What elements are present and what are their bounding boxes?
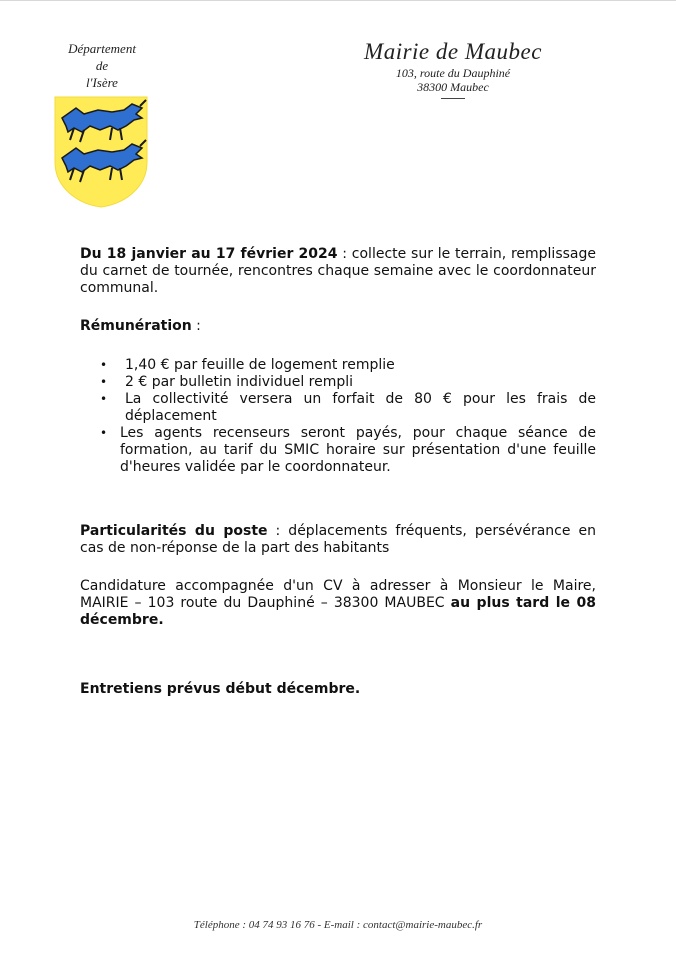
remuneration-list bbox=[80, 357, 596, 476]
entretiens-paragraph bbox=[80, 681, 596, 698]
top-border bbox=[0, 0, 676, 1]
dates-paragraph bbox=[80, 246, 596, 297]
mairie-header bbox=[340, 38, 566, 99]
address-line-1: 103, route du Dauphiné bbox=[395, 66, 511, 80]
list-item: • 1,40 € par feuille de logement remplie bbox=[80, 357, 596, 374]
coat-of-arms-logo bbox=[54, 96, 148, 208]
candidature-text: Candidature accompagnée d'un CV à adresser à Monsieur le Maire, MAIRIE – 103 route du Dauphiné – 38300 MAUBEC bbox=[80, 578, 596, 611]
candidature-paragraph bbox=[80, 578, 596, 629]
list-item: • Les agents recenseurs seront payés, pour chaque séance de formation, au tarif du SMIC horaire sur présentation d'une feuille d'heures validée par le coordonnateur. bbox=[80, 425, 596, 476]
main-content bbox=[80, 246, 596, 698]
remuneration-suffix: : bbox=[191, 318, 201, 334]
list-item: • 2 € par bulletin individuel rempli bbox=[80, 374, 596, 391]
remuneration-heading bbox=[80, 318, 596, 335]
list-item: • La collectivité versera un forfait de 80 € pour les frais de déplacement bbox=[80, 391, 596, 425]
particularites-text: : déplacements fréquents, persévérance en cas de non-réponse de la part des habitants bbox=[80, 523, 597, 556]
department-line-2: de bbox=[95, 58, 109, 73]
dates-bold: Du 18 janvier au 17 février 2024 bbox=[80, 246, 338, 262]
candidature-deadline: au plus tard le 08 décembre. bbox=[80, 595, 596, 628]
department-line-3: l'Isère bbox=[86, 75, 118, 90]
header-rule bbox=[441, 98, 465, 99]
footer-contact: Téléphone : 04 74 93 16 76 - E-mail : contact@mairie-maubec.fr bbox=[193, 919, 483, 931]
mairie-name: Mairie de Maubec bbox=[364, 39, 542, 64]
dates-text: : collecte sur le terrain, remplissage du carnet de tournée, rencontres chaque semaine avec le coordonnateur communal. bbox=[80, 246, 596, 296]
particularites-bold: Particularités du poste bbox=[80, 523, 268, 539]
department-line-1: Département bbox=[68, 41, 136, 56]
address-line-2: 38300 Maubec bbox=[417, 80, 489, 94]
remuneration-title: Rémunération bbox=[80, 318, 192, 334]
particularites-paragraph bbox=[80, 523, 596, 557]
department-label bbox=[52, 40, 152, 91]
entretiens-text: Entretiens prévus début décembre. bbox=[80, 681, 361, 697]
